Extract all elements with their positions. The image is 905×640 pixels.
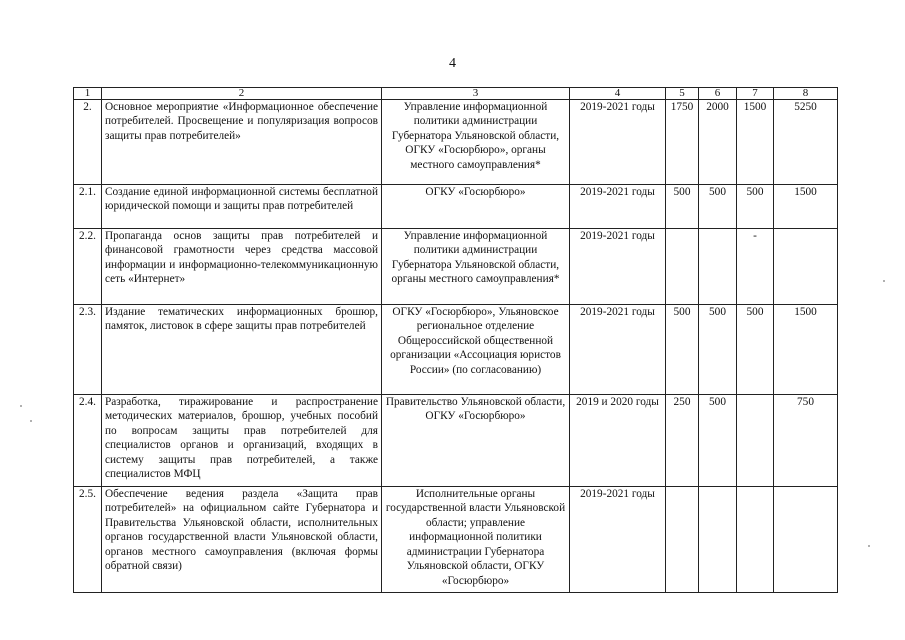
year-2021-cell: 500: [737, 305, 774, 395]
column-number: 2: [102, 88, 382, 100]
table-row: [74, 487, 838, 593]
total-cell: 1500: [774, 185, 838, 229]
column-number: 1: [74, 88, 102, 100]
total-cell: [774, 487, 838, 593]
table-row: [74, 100, 838, 185]
table-row: [74, 229, 838, 305]
year-2021-cell: 500: [737, 185, 774, 229]
year-2019-cell: 250: [666, 395, 699, 487]
year-2021-cell: [737, 395, 774, 487]
total-cell: [774, 229, 838, 305]
column-number: 4: [570, 88, 666, 100]
period-cell: 2019-2021 годы: [570, 185, 666, 229]
program-table: [73, 87, 838, 593]
row-number: 2.1.: [74, 185, 102, 229]
activity-cell: Пропаганда основ защиты прав потребителей и финансовой грамотности через средства массовой информации и информационно-телекоммуникационную сеть «Интернет»: [102, 229, 382, 305]
row-number: 2.2.: [74, 229, 102, 305]
year-2021-cell: -: [737, 229, 774, 305]
activity-cell: Обеспечение ведения раздела «Защита прав потребителей» на официальном сайте Губернатора и Правительства Ульяновской области, исполнительных органов государственной власти Ульяновской области, органов местного самоуправления (включая формы обратной связи): [102, 487, 382, 593]
row-number: 2.5.: [74, 487, 102, 593]
year-2020-cell: 500: [699, 185, 737, 229]
table-row: [74, 185, 838, 229]
year-2020-cell: 500: [699, 395, 737, 487]
executor-cell: Управление информационной политики администрации Губернатора Ульяновской области, органы местного самоуправления*: [382, 229, 570, 305]
executor-cell: ОГКУ «Госюрбюро»: [382, 185, 570, 229]
year-2019-cell: 500: [666, 185, 699, 229]
year-2020-cell: [699, 229, 737, 305]
page-number: 4: [449, 56, 456, 71]
table-row: [74, 395, 838, 487]
column-number: 3: [382, 88, 570, 100]
executor-cell: Правительство Ульяновской области, ОГКУ «Госюрбюро»: [382, 395, 570, 487]
year-2019-cell: 1750: [666, 100, 699, 185]
total-cell: 750: [774, 395, 838, 487]
executor-cell: ОГКУ «Госюрбюро», Ульяновское региональное отделение Общероссийской общественной организации «Ассоциация юристов России» (по согласованию): [382, 305, 570, 395]
activity-cell: Создание единой информационной системы бесплатной юридической помощи и защиты прав потребителей: [102, 185, 382, 229]
scan-speck: [868, 545, 870, 547]
activity-cell: Основное мероприятие «Информационное обеспечение потребителей. Просвещение и популяризация вопросов защиты прав потребителей»: [102, 100, 382, 185]
period-cell: 2019-2021 годы: [570, 487, 666, 593]
scan-speck: [30, 420, 32, 422]
row-number: 2.3.: [74, 305, 102, 395]
year-2019-cell: [666, 487, 699, 593]
row-number: 2.: [74, 100, 102, 185]
year-2021-cell: [737, 487, 774, 593]
table-row: [74, 305, 838, 395]
row-number: 2.4.: [74, 395, 102, 487]
year-2020-cell: 2000: [699, 100, 737, 185]
executor-cell: Управление информационной политики администрации Губернатора Ульяновской области, ОГКУ «Госюрбюро», органы местного самоуправления*: [382, 100, 570, 185]
year-2019-cell: 500: [666, 305, 699, 395]
column-number: 7: [737, 88, 774, 100]
column-number: 5: [666, 88, 699, 100]
scan-speck: [883, 280, 885, 282]
activity-cell: Издание тематических информационных брошюр, памяток, листовок в сфере защиты прав потребителей: [102, 305, 382, 395]
period-cell: 2019-2021 годы: [570, 305, 666, 395]
period-cell: 2019-2021 годы: [570, 229, 666, 305]
year-2019-cell: [666, 229, 699, 305]
year-2021-cell: 1500: [737, 100, 774, 185]
total-cell: 1500: [774, 305, 838, 395]
column-number: 6: [699, 88, 737, 100]
period-cell: 2019-2021 годы: [570, 100, 666, 185]
scan-speck: [20, 405, 22, 407]
activity-cell: Разработка, тиражирование и распространение методических материалов, брошюр, учебных пособий по вопросам защиты прав потребителей для специалистов органов и организаций, входящих в систему защиты прав потребителей, а также специалистов МФЦ: [102, 395, 382, 487]
year-2020-cell: 500: [699, 305, 737, 395]
column-number-row: [74, 88, 838, 100]
executor-cell: Исполнительные органы государственной власти Ульяновской области; управление информационной политики администрации Губернатора Ульяновской области, ОГКУ «Госюрбюро»: [382, 487, 570, 593]
year-2020-cell: [699, 487, 737, 593]
column-number: 8: [774, 88, 838, 100]
period-cell: 2019 и 2020 годы: [570, 395, 666, 487]
total-cell: 5250: [774, 100, 838, 185]
